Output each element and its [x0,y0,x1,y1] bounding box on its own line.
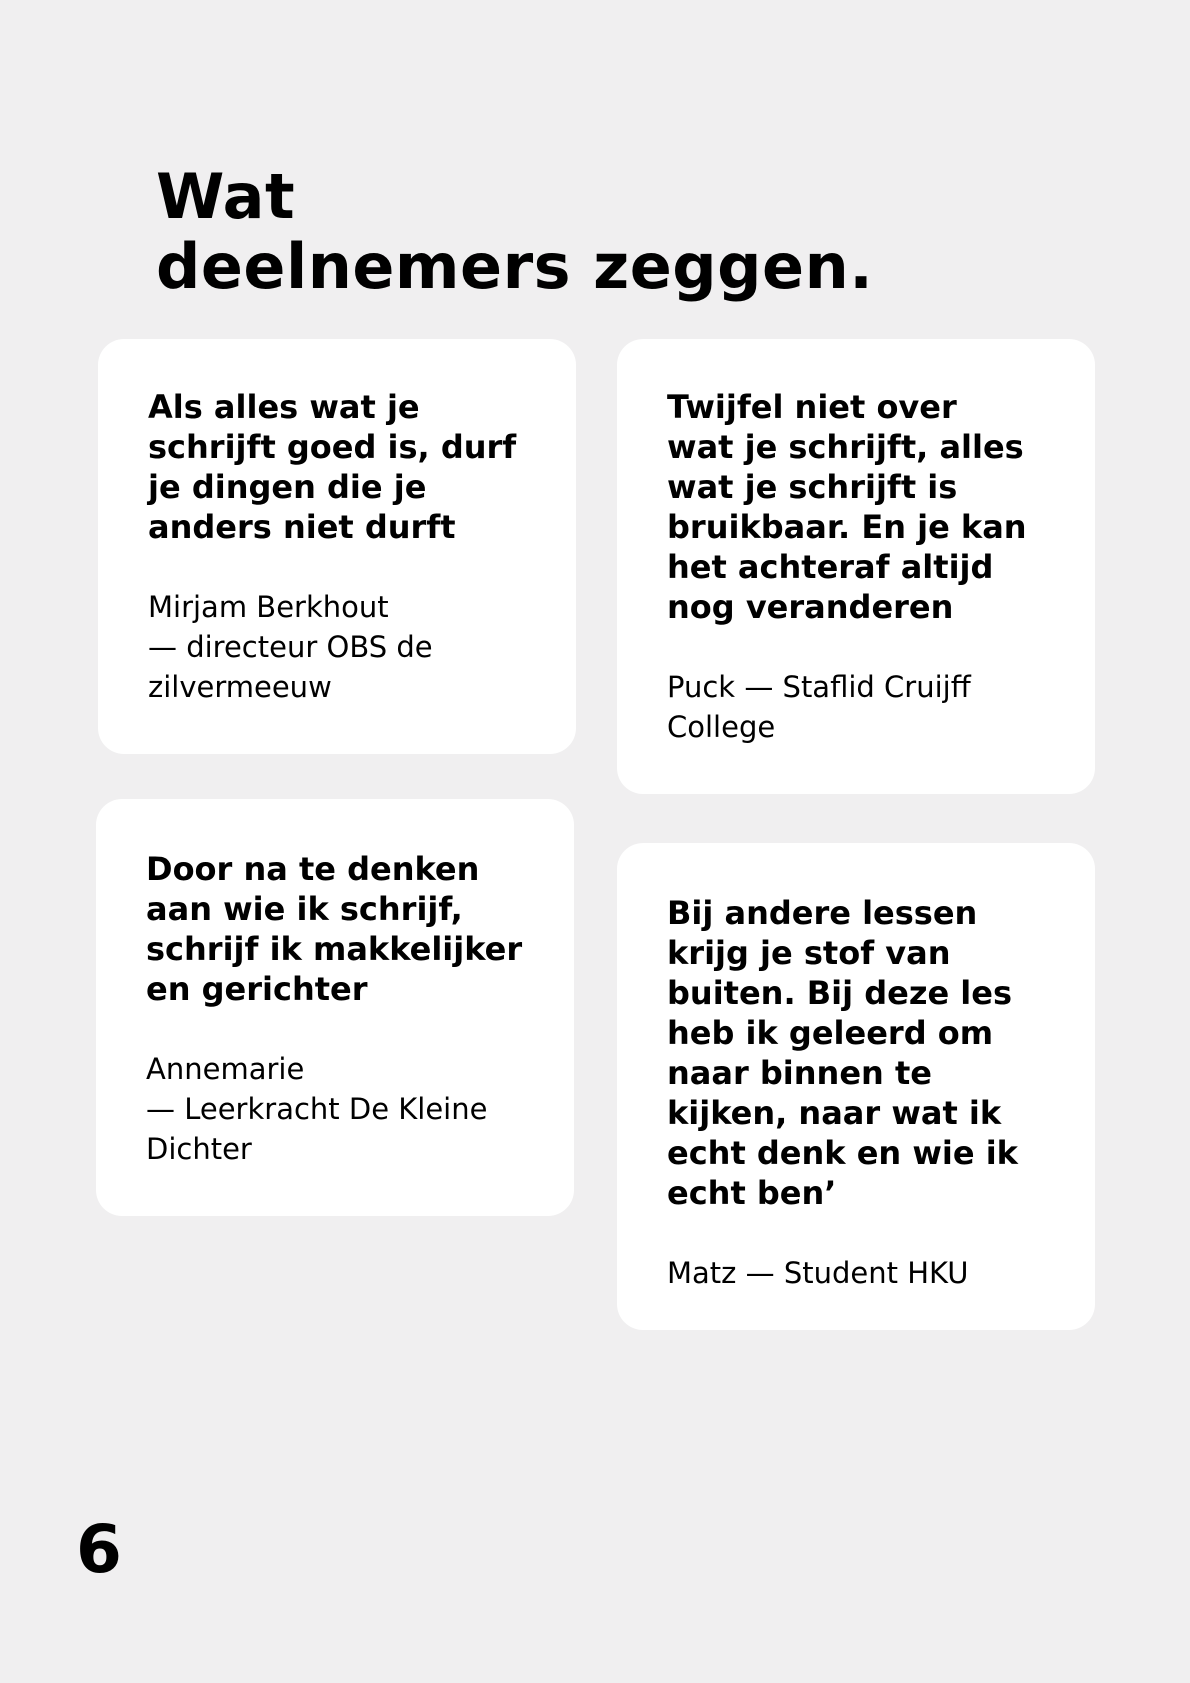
quote-line: het achteraf altijd [667,548,994,586]
page-title-line-2: deelnemers zeggen. [156,230,874,303]
testimonial-quote [148,387,576,547]
quote-line: bruikbaar. En je kan [667,508,1027,546]
author-line: Puck — Staflid Cruijff [667,670,971,704]
testimonial-card-matz [617,843,1095,1330]
testimonial-card-puck [617,339,1095,794]
author-line: zilvermeeuw [148,670,332,704]
page-title [156,162,873,302]
testimonial-author [146,1049,574,1169]
author-line: — directeur OBS de [148,630,433,664]
quote-line: buiten. Bij deze les [667,974,1012,1012]
page-number: 6 [76,1511,122,1588]
quote-line: je dingen die je [148,468,427,506]
testimonial-author [667,1253,1095,1293]
quote-line: kijken, naar wat ik [667,1094,1002,1132]
testimonial-quote [667,893,1095,1213]
page-title-line-1: Wat [156,160,296,233]
quote-line: heb ik geleerd om [667,1014,994,1052]
author-line: — Leerkracht De Kleine [146,1092,488,1126]
author-line: Annemarie [146,1052,305,1086]
quote-line: echt denk en wie ik [667,1134,1018,1172]
testimonial-quote [667,387,1095,627]
quote-line: Als alles wat je [148,388,420,426]
quote-line: nog veranderen [667,588,954,626]
testimonial-quote [146,849,574,1009]
author-line: Dichter [146,1132,252,1166]
author-line: College [667,710,776,744]
quote-line: en gerichter [146,970,368,1008]
quote-line: Twijfel niet over [667,388,957,426]
quote-line: wat je schrijft is [667,468,958,506]
quote-line: schrijf ik makkelijker [146,930,523,968]
quote-line: wat je schrijft, alles [667,428,1024,466]
quote-line: Bij andere lessen [667,894,978,932]
author-line: Matz — Student HKU [667,1256,969,1290]
author-line: Mirjam Berkhout [148,590,389,624]
quote-line: echt ben’ [667,1174,837,1212]
quote-line: krijg je stof van [667,934,951,972]
quote-line: aan wie ik schrijf, [146,890,463,928]
testimonial-author [667,667,1095,747]
quote-line: schrijft goed is, durf [148,428,517,466]
quote-line: anders niet durft [148,508,456,546]
testimonial-card-annemarie [96,799,574,1216]
testimonial-author [148,587,576,707]
quote-line: Door na te denken [146,850,480,888]
quote-line: naar binnen te [667,1054,932,1092]
testimonial-card-mirjam [98,339,576,754]
